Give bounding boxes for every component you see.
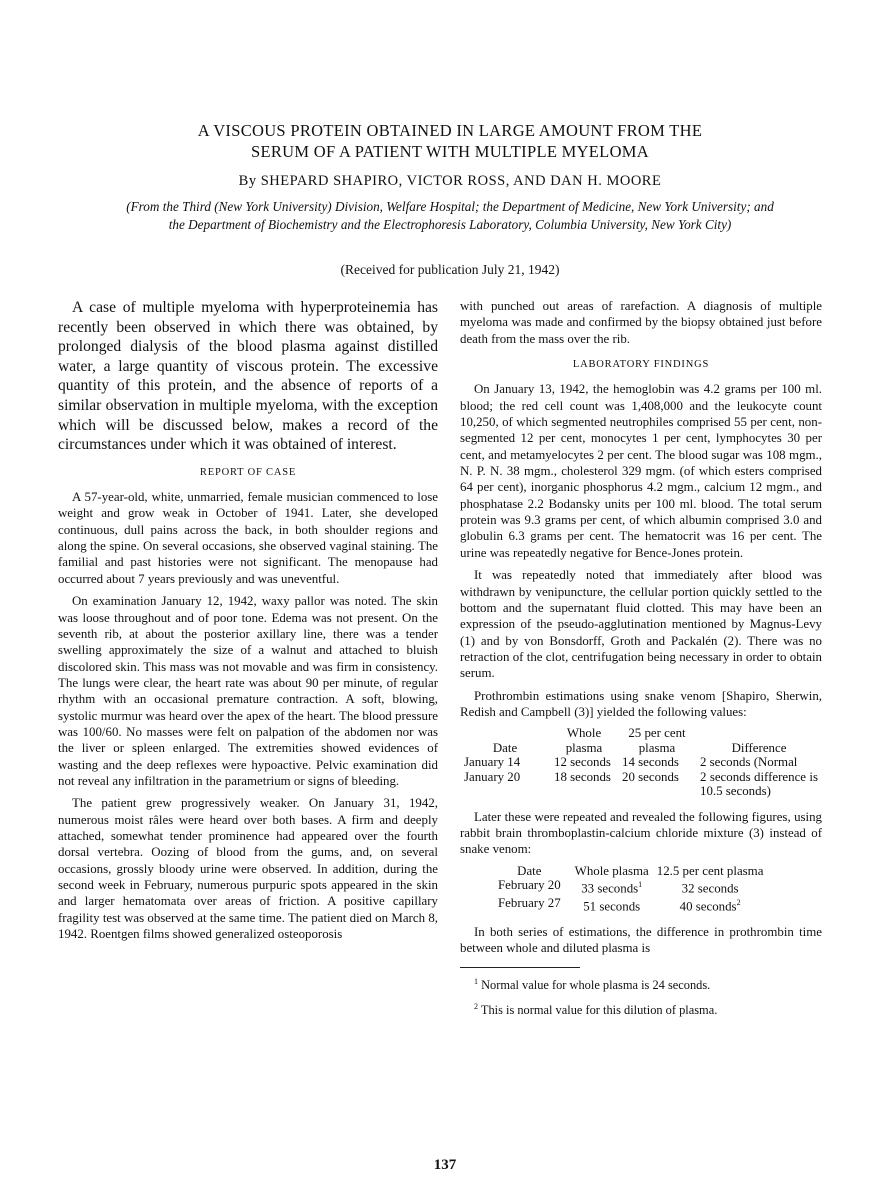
page-number: 137 [433, 1157, 457, 1173]
report-paragraph-1: A 57-year-old, white, unmarried, female musician commenced to lose weight and grow weak in October of 1941. Later, she developed continuous, dull pains across the back, in both shoulder regions and along the spine. On several occasions, she observed vaginal staining. The familial and past histories were not significant. The menopause had occurred about 7 years previously and was uneventful. [58, 490, 438, 586]
footnote-mark: 2 [474, 1002, 478, 1012]
continued-paragraph: with punched out areas of rarefaction. A diagnosis of multiple myeloma was made and confirmed by the biopsy obtained just before death from the mass over the rib. [460, 299, 822, 346]
table-header-cell: Whole plasma [574, 863, 649, 878]
footnote-text: Normal value for whole plasma is 24 seconds. [481, 977, 711, 992]
table-cell: 12 seconds [554, 755, 611, 770]
table-value: 51 seconds [583, 899, 641, 914]
title-line-1: A VISCOUS PROTEIN OBTAINED IN LARGE AMOUNT FROM THE [197, 121, 703, 140]
footnote-mark: 1 [474, 976, 478, 986]
table-cell [653, 878, 768, 896]
table-header-cell: Date [492, 740, 518, 755]
lab-paragraph-4: Later these were repeated and revealed the following figures, using rabbit brain thromboplastin-calcium chloride mixture (3) instead of snake venom: [460, 809, 822, 857]
table-value: 32 seconds [681, 881, 739, 896]
table-value: 40 seconds [679, 899, 737, 914]
report-paragraph-3: The patient grew progressively weaker. On January 31, 1942, numerous moist râles were heard over both bases. A firm and deeply attached, somewhat tender prominence had appeared over the fourth dorsal vertebra. Oozing of blood from the gums, and, on several occasions, grossly bloody urine were observed. In addition, during the second week in February, numerous purpuric spots appeared in the skin and larger hematomata over areas of friction. A positive capillary fragility test was observed at the same time. The patient died on March 8, 1942. Roentgen films showed generalized osteoporosis [58, 796, 438, 942]
lab-paragraph-5: In both series of estimations, the difference in prothrombin time between whole and diluted plasma is [460, 924, 822, 956]
footnote-ref: 1 [638, 880, 643, 890]
section-heading-report: REPORT OF CASE [199, 466, 297, 478]
table-row [460, 770, 822, 799]
table-header-row [460, 726, 822, 755]
table-cell: January 20 [464, 769, 521, 784]
table-cell [571, 896, 653, 914]
table-cell: 18 seconds [554, 769, 611, 784]
intro-paragraph: A case of multiple myeloma with hyperproteinemia has recently been observed in which there was obtained, by prolonged dialysis of the blood plasma against distilled water, a large quantity of viscous protein. The excessive quantity of this protein, and the absence of reports of a similar observation in multiple myeloma, with the exception which will be discussed below, makes a record of the circumstances under which it was obtained of interest. [58, 299, 438, 454]
table-row [460, 755, 822, 770]
table-header-row [488, 864, 767, 879]
lab-paragraph-3: Prothrombin estimations using snake venom [Shapiro, Sherwin, Redish and Campbell (3)] yielded the following values: [460, 688, 822, 719]
table-cell: 2 seconds (Normal [700, 755, 798, 770]
section-heading-lab: LABORATORY FINDINGS [572, 359, 710, 371]
article-title [90, 120, 810, 162]
table-cell: 2 seconds difference is 10.5 seconds) [700, 769, 818, 799]
table-value: 33 seconds [581, 881, 639, 896]
author-line: By SHEPARD SHAPIRO, VICTOR ROSS, AND DAN H. MOORE [238, 173, 662, 189]
footnote-1 [460, 974, 822, 994]
received-date: (Received for publication July 21, 1942) [340, 262, 560, 277]
table-cell: 20 seconds [622, 769, 679, 784]
table-cell: February 20 [498, 878, 561, 893]
table-header-cell: Whole plasma [565, 726, 603, 755]
footnote-ref: 2 [736, 898, 741, 908]
table-cell [653, 896, 768, 914]
table-row [488, 878, 767, 896]
table-cell: February 27 [498, 896, 561, 911]
table-cell [571, 878, 653, 896]
table-cell: January 14 [464, 755, 521, 770]
table-header-cell: 25 per cent plasma [628, 726, 686, 755]
footnote-text: This is normal value for this dilution of plasma. [480, 1003, 718, 1018]
table-cell: 14 seconds [622, 755, 679, 770]
affiliation: (From the Third (New York University) Division, Welfare Hospital; the Department of Medicine, New York University; and the Department of Biochemistry and the Electrophoresis Laboratory, Columbia University, New York City) [126, 199, 774, 232]
table-row [488, 896, 767, 914]
right-column [460, 298, 822, 1025]
lab-paragraph-1: On January 13, 1942, the hemoglobin was 4.2 grams per 100 ml. blood; the red cell count was 1,408,000 and the leukocyte count 10,250, of which segmented neutrophiles comprised 55 per cent, non-segmented 12 per cent, monocytes 1 per cent, lymphocytes 30 per cent, and metamyelocytes 2 per cent. The blood sugar was 108 mgm., N. P. N. 38 mgm., cholesterol 329 mgm. (of which esters comprised 64 per cent), inorganic phosphorus 4.2 mgm., calcium 12 mgm., and phosphatase 2.2 Bodansky units per 100 ml. blood. The total serum protein was 9.3 grams per cent, of which albumin comprised 3.0 and globulin 6.3 grams per cent. The hematocrit was 16 per cent. The urine was repeatedly negative for Bence-Jones protein. [460, 382, 822, 560]
prothrombin-thromboplastin-table [488, 864, 767, 914]
table-header-cell: Date [517, 863, 542, 878]
table-header-cell: 12.5 per cent plasma [656, 863, 764, 878]
report-paragraph-2: On examination January 12, 1942, waxy pallor was noted. The skin was loose throughout and of poor tone. Edema was not present. On the seventh rib, at about the posterior axillary line, there was a tender swelling approximately the size of a walnut and attached to bluish discolored skin. This mass was not movable and was firm in consistency. The lungs were clear, the heart rate was about 90 per minute, of regular rhythm with an occasional premature contraction. A soft, blowing, systolic murmur was heard over the apex of the heart. The blood pressure was 100/60. No masses were felt on palpation of the abdomen nor was the liver or spleen enlarged. The extremities showed evidences of wasting and the deep reflexes were hypoactive. Pelvic examination did not reveal any infiltration in the parametrium or signs of bleeding. [58, 594, 438, 788]
footnote-2 [460, 999, 822, 1019]
left-column [58, 298, 438, 948]
table-header-cell: Difference [731, 740, 787, 755]
lab-paragraph-2: It was repeatedly noted that immediately after blood was withdrawn by venipuncture, the cellular portion quickly settled to the bottom and the supernatant fluid clotted. This may have been an expression of the pseudo-agglutination mentioned by Magnus-Levy (1) and by von Bonsdorff, Groth and Packalén (2). There was no retraction of the clot, centrifugation being necessary in order to obtain serum. [460, 568, 822, 681]
prothrombin-snake-venom-table [460, 726, 822, 799]
footnote-divider [460, 967, 580, 968]
title-line-2: SERUM OF A PATIENT WITH MULTIPLE MYELOMA [251, 142, 649, 161]
